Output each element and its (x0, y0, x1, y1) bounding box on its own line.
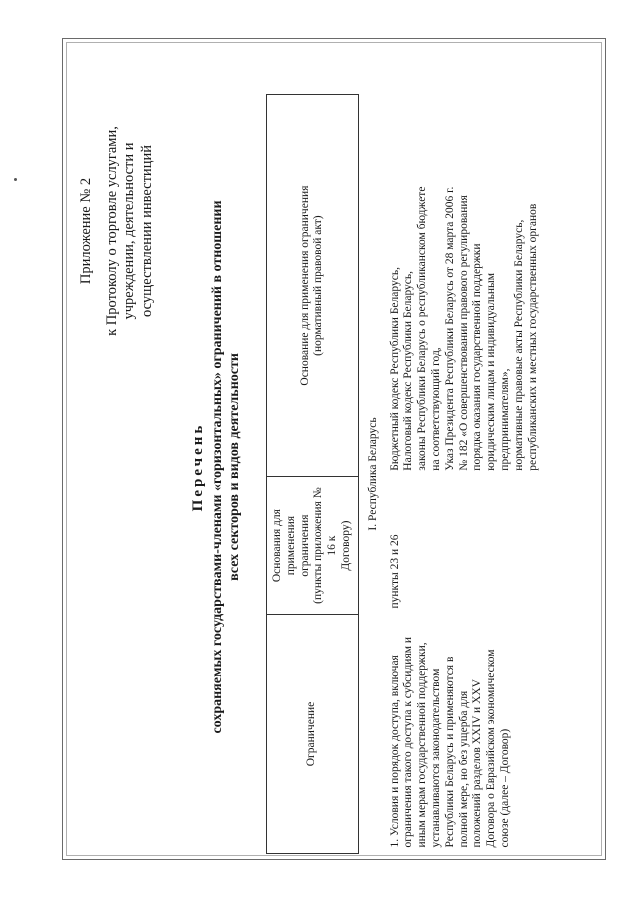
section-title: I. Республика Беларусь (366, 417, 379, 531)
document-title: Перечень (190, 422, 206, 512)
appendix-block (78, 86, 157, 376)
restrictions-table (266, 94, 542, 854)
appendix-number: Приложение № 2 (78, 177, 94, 285)
header-legal-basis: Основание для применения ограничения (нормативный правовой акт) (267, 95, 359, 477)
document-subtitle-line-2: всех секторов и видов деятельности (227, 353, 243, 581)
appendix-line-1: к Протоколу о торговле услугами, (103, 126, 120, 336)
appendix-line-3: осуществлении инвестиций (139, 145, 156, 317)
scan-speck (14, 178, 17, 181)
header-grounds: Основания для применения ограничения (пункты приложения № 16 к Договору) (267, 477, 359, 615)
rotated-document-page (72, 72, 588, 862)
legal-basis-cell: Бюджетный кодекс Республики Беларусь, Налоговый кодекс Республики Беларусь, законы Республики Беларусь о республиканском бюджете на соответствующий год, Указ Президента Республики Беларусь от 28 марта 2006 г. № 182 «О совершенствовании правового регулирования порядка оказания государственной поддержки юридическим лицам и индивидуальным предпринимателям», нормативные правовые акты Республики Беларусь, республиканских и местных государственных органов (388, 186, 539, 471)
document-subtitle-line-1: сохраняемых государствами-членами «горизонтальных» ограничений в отношении (210, 200, 225, 734)
table-header-row (267, 95, 359, 854)
table-row (387, 95, 543, 854)
section-row (358, 95, 386, 854)
document-heading (190, 112, 243, 822)
header-restriction: Ограничение (267, 615, 359, 854)
grounds-cell: пункты 23 и 26 (388, 534, 401, 609)
appendix-line-2: учреждении, деятельности и (121, 142, 138, 320)
restriction-cell: 1. Условия и порядок доступа, включая ограничения такого доступа к субсидиям и иным мерам государственной поддержки, устанавливаются законодательством Республики Беларусь и применяются в полной мере, но без ущерба для положений разделов XXIV и XXV Договора о Евразийском экономическом союзе (далее – Договор) (388, 636, 511, 848)
